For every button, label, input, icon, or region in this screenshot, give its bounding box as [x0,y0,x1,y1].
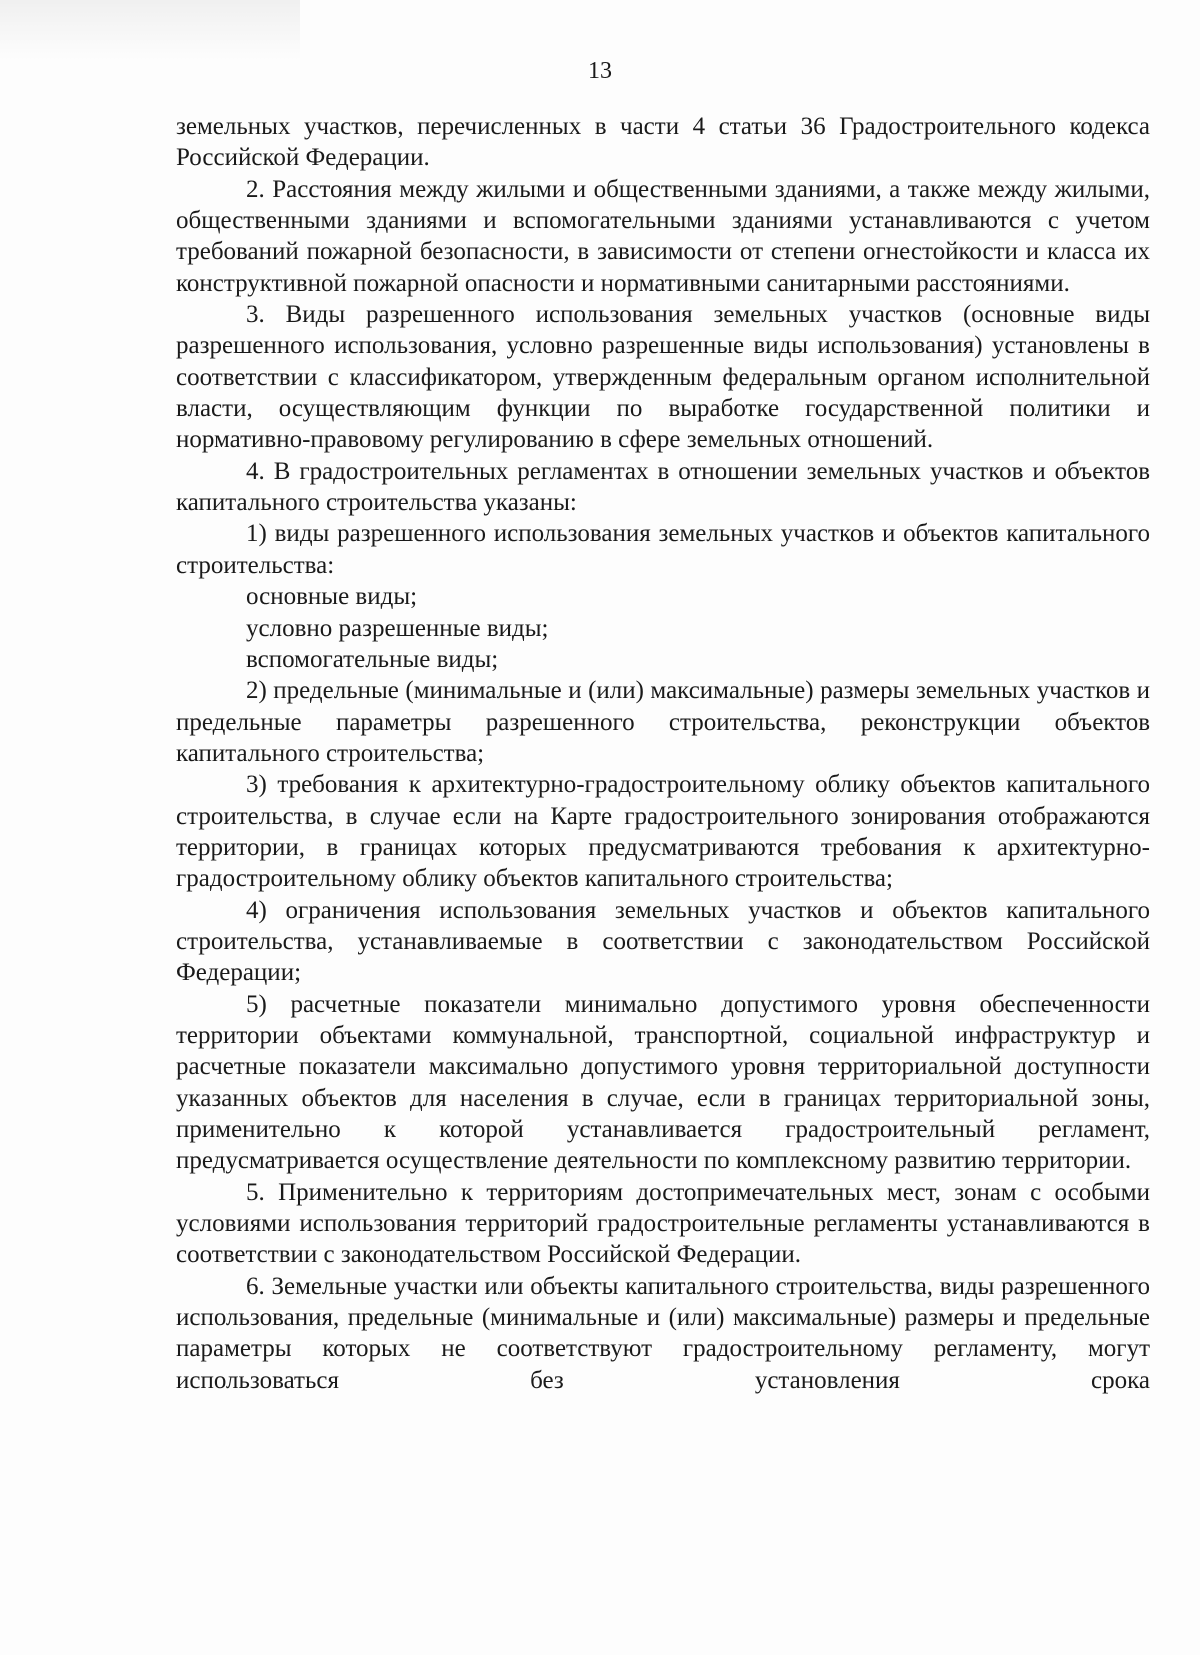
subitem-1-auxiliary-types: вспомогательные виды; [246,645,499,673]
paragraph-item-6: 6. Земельные участки или объекты капитального строительства, виды разрешенного использования, предельные (минимальные и (или) максимальные) размеры и предельные параметры которых не соответствуют градостроительному регламенту, могут использоваться без установления срока [176,1272,1150,1394]
paragraph-item-4: 4. В градостроительных регламентах в отношении земельных участков и объектов капитального строительства указаны: [176,457,1150,517]
subitem-2: 2) предельные (минимальные и (или) максимальные) размеры земельных участков и предельные параметры разрешенного строительства, реконструкции объектов капитального строительства; [176,677,1150,767]
paragraph-item-5: 5. Применительно к территориям достопримечательных мест, зонам с особыми условиями использования территорий градостроительные регламенты устанавливаются в соответствии с законодательством Российской Федерации. [176,1178,1150,1269]
subitem-1-main-types: основные виды; [246,583,418,611]
page-number: 13 [588,58,612,84]
subitem-4: 4) ограничения использования земельных участков и объектов капитального строительства, устанавливаемые в соответствии с законодательством Российской Федерации; [176,896,1150,987]
subitem-3: 3) требования к архитектурно-градостроительному облику объектов капитального строительства, в случае если на Карте градостроительного зонирования отображаются территории, в границах которых предусматриваются требования к архитектурно-градостроительному облику объектов капитального строительства; [176,771,1150,893]
paragraph-item-3: 3. Виды разрешенного использования земельных участков (основные виды разрешенного использования, условно разрешенные виды использования) установлены в соответствии с классификатором, утвержденным федеральным органом исполнительной власти, осуществляющим функции по выработке государственной политики и нормативно-правовому регулированию в сфере земельных отношений. [176,301,1150,454]
paragraph-continuation: земельных участков, перечисленных в части 4 статьи 36 Градостроительного кодекса Российской Федерации. [176,113,1150,172]
subitem-1-conditional-types: условно разрешенные виды; [246,614,549,642]
paragraph-item-2: 2. Расстояния между жилыми и общественными зданиями, а также между жилыми, общественными зданиями и вспомогательными зданиями устанавливаются с учетом требований пожарной безопасности, в зависимости от степени огнестойкости и класса их конструктивной пожарной опасности и нормативными санитарными расстояниями. [176,175,1150,297]
scan-artifact [0,0,300,60]
subitem-1: 1) виды разрешенного использования земельных участков и объектов капитального строительства: [176,520,1150,579]
document-body [176,111,1150,1396]
subitem-5: 5) расчетные показатели минимально допустимого уровня обеспеченности территории объектами коммунальной, транспортной, социальной инфраструктур и расчетные показатели максимально допустимого уровня территориальной доступности указанных объектов для населения в случае, если в границах территориальной зоны, применительно к которой устанавливается градостроительный регламент, предусматривается осуществление деятельности по комплексному развитию территории. [176,990,1150,1175]
